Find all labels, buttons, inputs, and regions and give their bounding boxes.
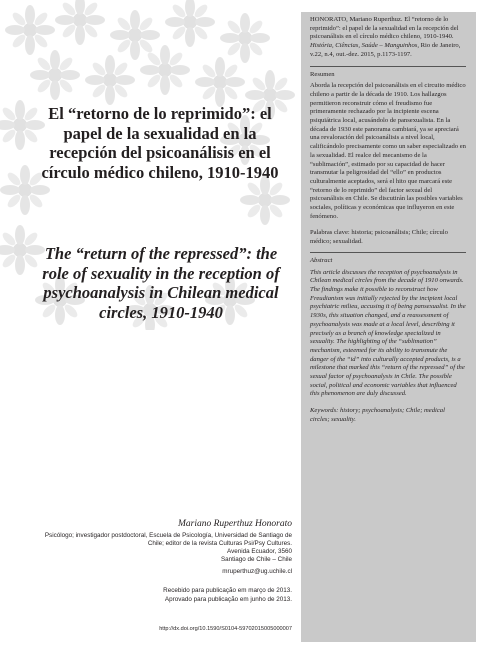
article-title-spanish: El “retorno de lo reprimido”: el papel de la sexualidad en la recepción del psicoanálisis en el círculo médico chileno, 1910-1940 (41, 104, 279, 182)
resumen-heading: Resumen (310, 70, 335, 78)
publication-dates (36, 587, 292, 604)
citation: HONORATO, Mariano Ruperthuz. El “retorno de lo reprimido”: el papel de la sexualidad en la recepción del psicoanálisis en el círculo médico chileno, 1910-1940. História, Ciências, Saúde – Manguinhos, Rio de Janeiro, v.22, n.4, out.-dez. 2015, p.1173-1197. (310, 16, 461, 58)
abstract-text: This article discusses the reception of psychoanalysis in Chilean medical circles from the decade of 1910 onwards. The findings make it possible to reconstruct how Freudianism was initially rejected by the incipient local psychiatric milieu, accusing it of being pansexualist. In the 1930s, this situation changed, and a reassessment of psychoanalysis was made at a local level, describing it precisely as a branch of knowledge specialized in sexuality. The highlighting of the “sublimation” mechanism, esteemed for its ability to transmute the danger of the “id” into culturally accepted products, is a milestone that marked this “return of the repressed” of the sexual factor of psychoanalysis in Chile. The possible social, political and economic variables that influenced this phenomenon are duly discussed. (310, 268, 466, 398)
abstract-sidebar-content (310, 16, 466, 425)
journal-name: História, Ciências, Saúde – Manguinhos (310, 42, 418, 50)
palabras-clave: Palabras clave: historia; psicoanálisis; Chile; círculo médico; sexualidad. (310, 229, 448, 246)
author-address-line1: Avenida Ecuador, 3560 (226, 548, 292, 555)
article-title-english: The “return of the repressed”: the role of sexuality in the reception of psychoanalysis in Chilean medical circles, 1910-1940 (42, 244, 280, 322)
author-address-line2: Santiago de Chile – Chile (220, 556, 292, 563)
author-email[interactable]: mruperthuz@ug.uchile.cl (222, 568, 292, 575)
received-date: Recebido para publicação em março de 2013. (163, 587, 292, 594)
author-block (36, 518, 292, 576)
divider (310, 66, 466, 67)
author-affiliation: Psicólogo; investigador postdoctoral, Escuela de Psicología, Universidad de Santiago de Chile; editor de la revista Culturas Psi/Psy Cultures. (44, 532, 292, 547)
keywords: Keywords: history; psychoanalysis; Chile; medical circles; sexuality. (310, 407, 445, 423)
divider (310, 252, 466, 253)
resumen-text: Aborda la recepción del psicoanálisis en el circuito médico chileno a partir de la década de 1910. Los hallazgos permitieron reconstruir cómo el freudismo fue primeramente rechazado por la incipiente escena psiquiátrica local, acusándolo de pansexualista. En la década de 1930 este panorama cambiará, ya se apreciará una revaloración del psicoanálisis a nivel local, calificándolo precisamente como un saber especializado en la sexualidad. El realce del mecanismo de la “sublimación”, estimado por su capacidad de hacer transmutar la peligrosidad del “ello” en productos culturalmente aceptados, será el hito que marcará este “retorno de lo reprimido” del factor sexual del psicoanálisis en Chile. Se discutirán las posibles variables sociales, políticas y económicas que influyeron en este fenómeno. (310, 82, 466, 220)
approved-date: Aprovado para publicação em junho de 2013. (164, 595, 292, 603)
author-name: Mariano Ruperthuz Honorato (178, 519, 292, 529)
abstract-heading: Abstract (310, 256, 333, 264)
doi-link[interactable]: http://dx.doi.org/10.1590/S0104-59702015005000007 (159, 626, 292, 632)
